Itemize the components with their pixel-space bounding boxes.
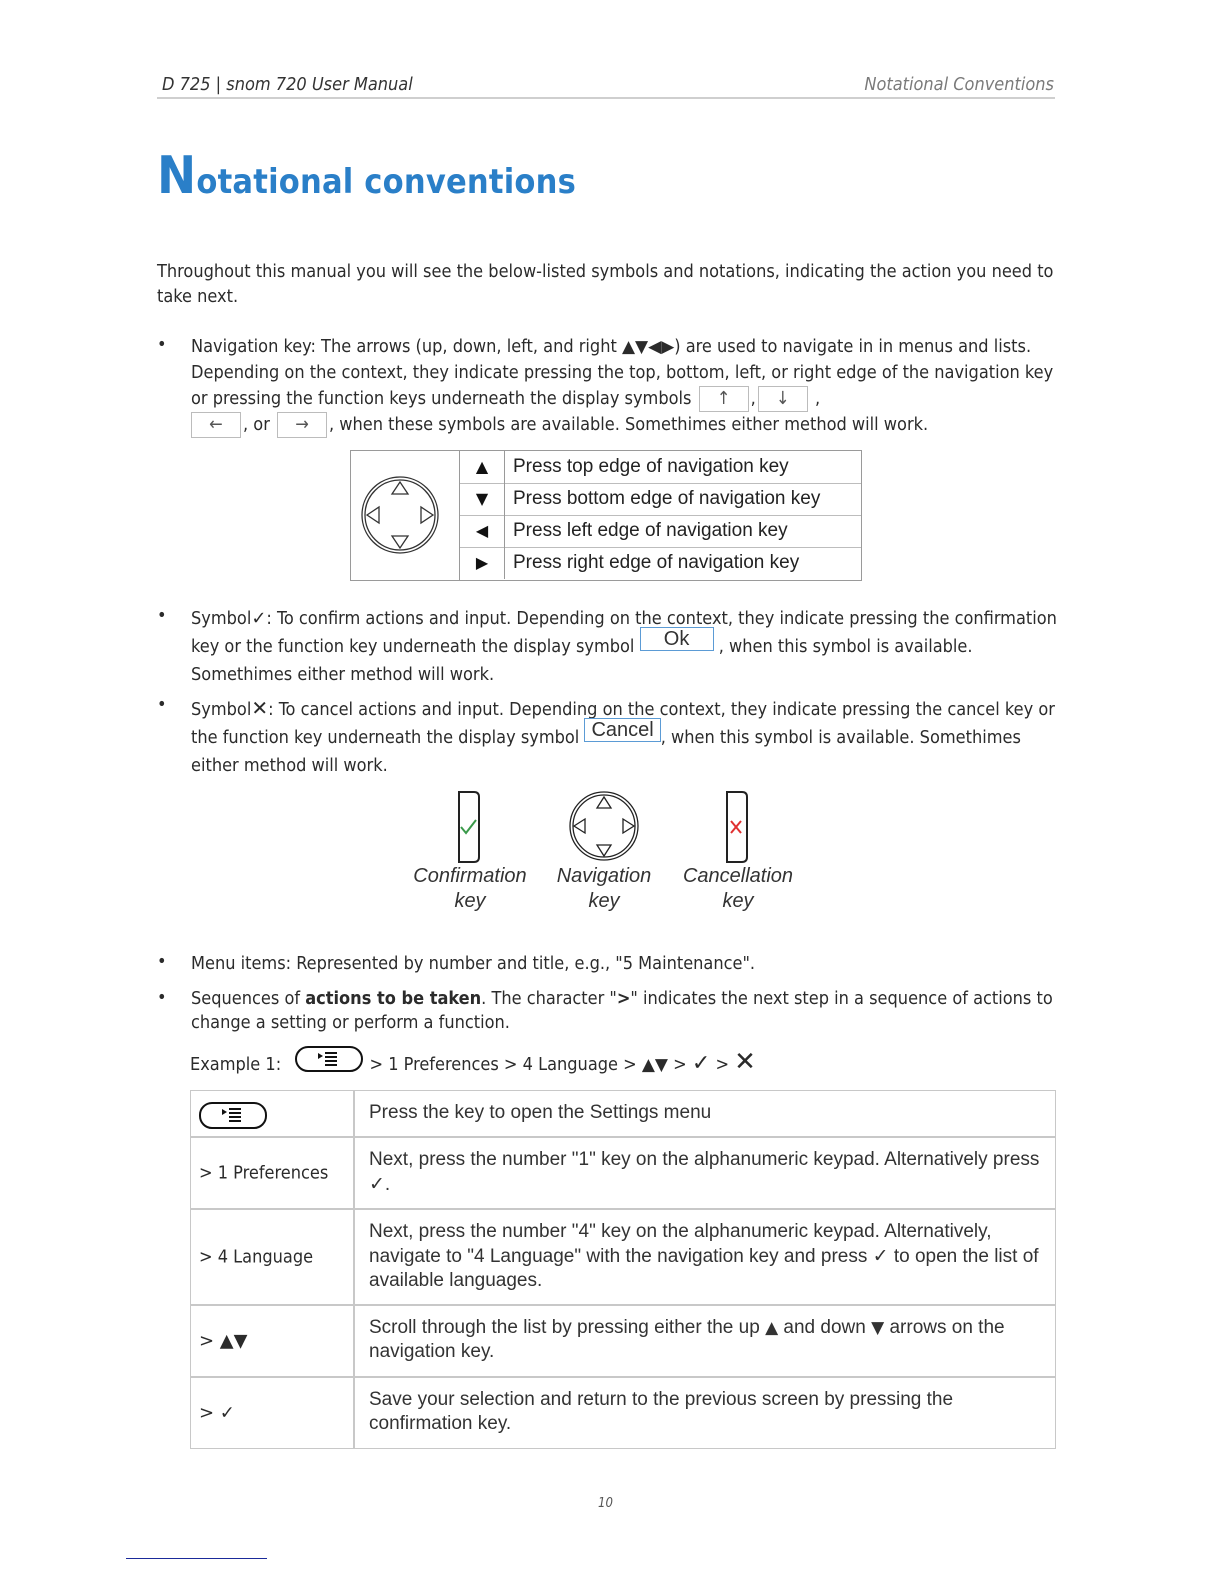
- desc-text: Scroll through the list by pressing either the up: [369, 1317, 766, 1338]
- navigation-key-figure-icon: [568, 790, 640, 862]
- down-triangle-icon: ▼: [460, 483, 505, 515]
- cancel-text-1: : To cancel actions and input. Depending on the context, they indicate pressing the cancel key or the function key underneath the display symbol: [191, 699, 1055, 748]
- desc-text: .: [384, 1174, 391, 1195]
- confirm-symbol-description: [191, 605, 1061, 689]
- nav-text-3: , when these symbols are available. Somethimes either method will work.: [329, 414, 929, 435]
- example-seq-text: >: [668, 1054, 692, 1075]
- or-text: , or: [243, 414, 270, 435]
- left-triangle-icon: ◀: [460, 515, 505, 547]
- confirm-text-1: : To confirm actions and input. Depending on the context, they indicate pressing the confirmation key or the function key underneath the display symbol: [191, 608, 1057, 657]
- step-key-cell: [191, 1306, 355, 1376]
- bullet-dot: •: [157, 605, 167, 626]
- step-key-cell: [191, 1378, 355, 1448]
- caption-line: Navigation: [556, 865, 652, 887]
- ok-display-symbol: Ok: [640, 627, 714, 651]
- step-description: Press the key to open the Settings menu: [369, 1102, 712, 1123]
- arrows-icon: ▲▼◀▶: [621, 337, 675, 357]
- navigation-key-caption: [544, 864, 664, 914]
- example-seq-text: >: [710, 1054, 735, 1075]
- check-icon: ✓: [251, 608, 267, 629]
- caption-line: key: [722, 890, 754, 912]
- title-rest: otational conventions: [196, 162, 577, 202]
- page-number: 10: [598, 1496, 613, 1511]
- seq-text-1: Sequences of: [191, 988, 306, 1009]
- up-triangle-icon: ▲: [460, 451, 505, 483]
- example-seq-text: > 1 Preferences > 4 Language >: [369, 1054, 642, 1075]
- cancel-text-2: , when this symbol is available. Somethimes either method will work.: [191, 727, 1021, 776]
- example-sequence: [190, 1044, 756, 1083]
- desc-text: Next, press the number "4" key on the alphanumeric keypad. Alternatively, navigate to "4 Language" with the navigation key and press: [369, 1221, 992, 1267]
- left-arrow-softkey-icon: ←: [191, 412, 241, 438]
- seq-text-3: " indicates the next step in a sequence of actions to change a setting or perform a function.: [191, 988, 1053, 1033]
- header-section-title: Notational Conventions: [864, 74, 1054, 95]
- table-row: [191, 1138, 1055, 1210]
- nav-table-row: [460, 547, 861, 579]
- down-arrow-softkey-icon: ↓: [758, 386, 808, 412]
- desc-text: Next, press the number "1" key on the alphanumeric keypad. Alternatively press: [369, 1149, 1040, 1170]
- nav-text-2: ) are used to navigate in in menus and lists. Depending on the context, they indicate pressing the top, bottom, left, or right edge of the navigation key or pressing the function keys underneath the display symbols: [191, 336, 1054, 409]
- page-title: [157, 146, 577, 206]
- step-key: > 4 Language: [199, 1246, 314, 1268]
- nav-row-text: Press bottom edge of navigation key: [513, 488, 821, 509]
- check-icon: ✓: [691, 1051, 711, 1076]
- separator: ,: [750, 388, 756, 409]
- separator: ,: [814, 388, 821, 409]
- caption-line: key: [454, 890, 486, 912]
- step-key: > 1 Preferences: [199, 1162, 329, 1184]
- nav-row-text: Press right edge of navigation key: [513, 552, 800, 573]
- step-key: > ▲▼: [199, 1330, 248, 1352]
- cross-icon: ✕: [734, 1047, 756, 1077]
- bullet-dot: •: [157, 334, 167, 355]
- confirm-text-2: , when this symbol is available. Somethimes either method will work.: [191, 636, 973, 685]
- step-description: [369, 1306, 1055, 1374]
- seq-bold: actions to be taken: [305, 988, 482, 1009]
- cross-icon: ✕: [251, 696, 269, 720]
- seq-text-2: . The character ": [481, 988, 617, 1009]
- right-triangle-icon: ▶: [460, 547, 505, 579]
- up-triangle-icon: ▲: [765, 1318, 779, 1338]
- steps-table: [190, 1090, 1056, 1449]
- navigation-key-table: [350, 450, 862, 581]
- header-divider: [157, 97, 1055, 99]
- nav-table-row: [460, 451, 861, 484]
- desc-text: and down: [778, 1317, 872, 1338]
- menu-items-description: Menu items: Represented by number and title, e.g., "5 Maintenance".: [191, 953, 756, 974]
- footnote-rule: [126, 1558, 267, 1559]
- symbol-label: Symbol: [191, 608, 252, 629]
- confirmation-key-icon: [456, 790, 482, 864]
- nav-row-text: Press left edge of navigation key: [513, 520, 788, 541]
- bullet-dot: •: [157, 987, 167, 1008]
- check-icon: ✓: [369, 1173, 385, 1195]
- seq-char: >: [616, 988, 631, 1009]
- nav-text-1: Navigation key: The arrows (up, down, left, and right: [191, 336, 622, 357]
- sequence-description: [191, 987, 1061, 1035]
- example-label: Example 1:: [190, 1054, 282, 1075]
- table-row: [191, 1378, 1055, 1448]
- title-initial: N: [157, 146, 197, 206]
- step-key-cell: [191, 1091, 355, 1136]
- keys-figure: [400, 788, 810, 918]
- cancel-symbol-description: [191, 694, 1061, 780]
- settings-menu-key-icon: [198, 1101, 268, 1131]
- down-triangle-icon: ▼: [871, 1318, 885, 1338]
- navigation-key-description: [191, 334, 1061, 438]
- cancel-display-symbol: Cancel: [584, 718, 660, 742]
- up-arrow-softkey-icon: ↑: [699, 386, 749, 412]
- table-row: [191, 1306, 1055, 1378]
- caption-line: Confirmation: [413, 865, 527, 887]
- settings-menu-key-icon: [294, 1045, 364, 1075]
- up-down-arrows-icon: ▲▼: [641, 1055, 669, 1075]
- bullet-dot: •: [157, 694, 167, 715]
- step-key-cell: [191, 1138, 355, 1208]
- bullet-dot: •: [157, 951, 167, 972]
- nav-table-row: [460, 483, 861, 516]
- nav-table-row: [460, 515, 861, 548]
- symbol-label: Symbol: [191, 699, 252, 720]
- cancellation-key-caption: [670, 864, 806, 914]
- cancellation-key-icon: [724, 790, 750, 864]
- step-description: [369, 1138, 1055, 1207]
- confirmation-key-caption: [400, 864, 540, 914]
- desc-text: arrows on the navigation key.: [369, 1317, 1005, 1362]
- right-arrow-softkey-icon: →: [277, 412, 327, 438]
- table-row: [191, 1091, 1055, 1138]
- navigation-key-icon: [351, 451, 460, 580]
- step-description: [369, 1210, 1055, 1303]
- caption-line: Cancellation: [682, 865, 794, 887]
- desc-text: to open the list of available languages.: [369, 1246, 1039, 1291]
- caption-line: key: [588, 890, 620, 912]
- nav-row-text: Press top edge of navigation key: [513, 456, 789, 477]
- check-icon: ✓: [872, 1245, 889, 1267]
- intro-paragraph: Throughout this manual you will see the below-listed symbols and notations, indicating the action you need to take next.: [157, 261, 1054, 307]
- table-row: [191, 1210, 1055, 1306]
- step-description: Save your selection and return to the previous screen by pressing the confirmation key.: [369, 1389, 954, 1434]
- header-manual-title: D 725 | snom 720 User Manual: [162, 74, 413, 95]
- step-key: > ✓: [199, 1402, 235, 1424]
- step-key-cell: [191, 1210, 355, 1304]
